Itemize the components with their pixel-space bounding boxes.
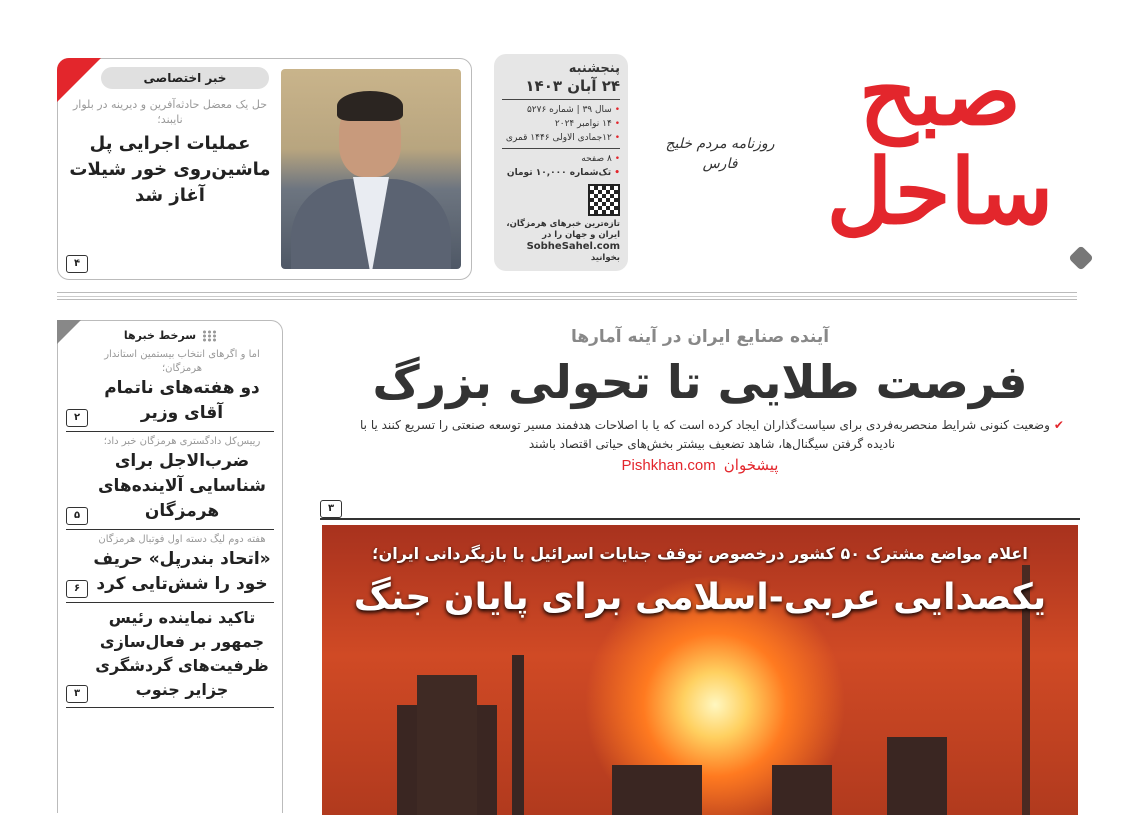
headlines-sidebar: [57, 320, 283, 813]
hijri-date: • ۱۲جمادی الاولی ۱۴۴۶ قمری: [502, 131, 620, 145]
lead-headline[interactable]: فرصت طلایی تا تحولی بزرگ: [372, 355, 1028, 409]
item-kicker: اما و اگرهای انتخاب بیستمین استاندار هرمزگان؛: [104, 349, 260, 374]
website-link[interactable]: SobheSahel.com: [526, 241, 620, 252]
item-kicker: رییس‌کل دادگستری هرمزگان خبر داد؛: [103, 436, 261, 447]
list-item[interactable]: [66, 530, 274, 603]
photo-kicker: اعلام مواضع مشترک ۵۰ کشور درخصوص توقف جنایات اسرائیل با بازیگردانی ایران؛: [372, 544, 1028, 563]
gregorian-date: • ۱۴ نوامبر ۲۰۲۴: [502, 117, 620, 131]
logo-text: صبح ساحل: [826, 40, 1054, 245]
qr-code-icon[interactable]: [588, 184, 620, 216]
watermark-fa: پیشخوان: [723, 456, 779, 474]
tagline: روزنامه مردم خلیج فارس: [665, 136, 775, 172]
item-headline[interactable]: دو هفته‌های ناتمام آقای وزیر: [104, 378, 260, 423]
price: • تک‌شماره ۱۰,۰۰۰ تومان: [502, 166, 620, 180]
page-count: • ۸ صفحه: [502, 152, 620, 166]
item-headline[interactable]: تاکید نماینده رئیس جمهور بر فعال‌سازی ظرفیت‌های گردشگری جزایر جنوب: [95, 608, 269, 699]
pishkhan-watermark: [622, 456, 779, 475]
gray-corner: [57, 320, 81, 344]
page-ref[interactable]: ۲: [66, 409, 88, 427]
logo-dot: [1068, 245, 1093, 270]
page-ref[interactable]: ۳: [66, 685, 88, 703]
exclusive-news-box[interactable]: [57, 58, 472, 280]
checkmark-icon: ✔: [1053, 418, 1064, 432]
item-headline[interactable]: «اتحاد بندرپل» حریف خود را شش‌تایی کرد: [93, 549, 271, 594]
issue-date: ۲۴ آبان ۱۴۰۳: [502, 77, 620, 100]
lead-rule: [320, 518, 1080, 520]
list-item[interactable]: [66, 603, 274, 708]
dots-icon: [202, 330, 216, 342]
issue-info-box: [494, 54, 628, 271]
lead-kicker: آینده صنایع ایران در آینه آمارها: [570, 327, 830, 347]
sidebar-title-text: سرخط خبرها: [123, 329, 197, 342]
item-kicker: هفته دوم لیگ دسته اول فوتبال هرمزگان: [98, 534, 266, 545]
issue-day: پنجشنبه: [568, 61, 620, 76]
page-ref[interactable]: ۵: [66, 507, 88, 525]
exclusive-label: خبر اختصاصی: [101, 67, 269, 89]
item-headline[interactable]: ضرب‌الاجل برای شناسایی آلاینده‌های هرمزگان: [97, 451, 267, 521]
list-item[interactable]: [66, 432, 274, 530]
exclusive-kicker: حل یک معضل حادثه‌آفرین و دیرینه در بلوار نایبند؛: [73, 98, 267, 126]
lead-body-text: وضعیت کنونی شرایط منحصربه‌فردی برای سیاست‌گذاران ایجاد کرده است که یا با اصلاحات هدفمند مسیر توسعه صنعتی را تسریع کنند یا با نادیده گرفتن سیگنال‌ها، شاهد تضعیف بیشتر بخش‌های حیاتی اقتصاد باشند: [360, 418, 1050, 451]
lead-story[interactable]: [320, 320, 1080, 520]
photo-headline[interactable]: یکصدایی عربی-اسلامی برای پایان جنگ: [353, 577, 1047, 618]
divider: [57, 292, 1077, 300]
promo-pre: تازه‌ترین خبرهای هرمزگان، ایران و جهان را در: [506, 219, 620, 240]
masthead-logo: [650, 40, 1090, 284]
watermark-en: Pishkhan.com: [621, 457, 716, 474]
page-ref[interactable]: ۴: [66, 255, 88, 273]
war-photo-story[interactable]: [322, 525, 1078, 815]
promo-post: بخوانید: [590, 253, 620, 263]
promo-text: [502, 219, 620, 264]
lead-body: [320, 416, 1080, 454]
page-ref[interactable]: ۶: [66, 580, 88, 598]
sidebar-title: [58, 329, 282, 343]
exclusive-headline[interactable]: عملیات اجرایی پل ماشین‌روی خور شیلات آغاز شد: [69, 133, 271, 206]
official-photo: [281, 69, 461, 269]
list-item[interactable]: [66, 345, 274, 432]
page-ref[interactable]: ۳: [320, 500, 342, 518]
issue-number: • سال ۳۹ | شماره ۵۲۷۶: [502, 103, 620, 117]
